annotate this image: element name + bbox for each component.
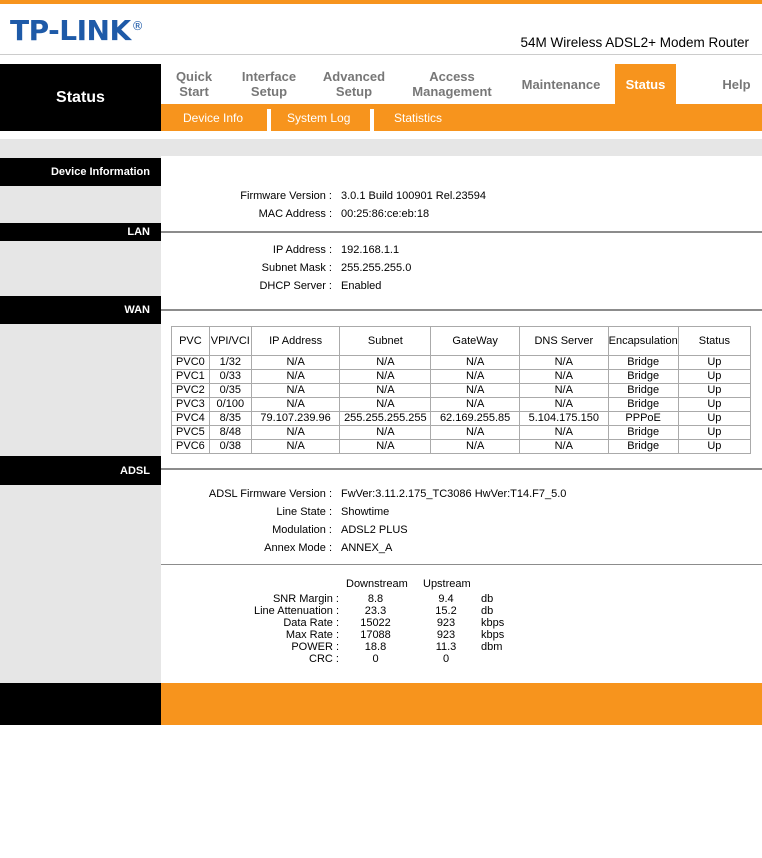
adsl-firmware-label: ADSL Firmware Version : (208, 488, 332, 500)
stat-upstream-value: 11.3 (435, 641, 457, 653)
footer-left (0, 683, 161, 725)
table-cell: PVC5 (172, 426, 210, 440)
wan-table (171, 326, 751, 454)
lan-mask-label: Subnet Mask : (261, 262, 332, 274)
menu-quick-start[interactable]: Quick Start (175, 69, 213, 99)
table-cell: Up (678, 384, 750, 398)
table-row (172, 426, 751, 440)
table-row (172, 384, 751, 398)
table-cell: N/A (519, 370, 608, 384)
stat-downstream-value: 18.8 (364, 641, 387, 653)
menu-interface-setup[interactable]: Interface Setup (241, 69, 297, 99)
table-cell: N/A (519, 356, 608, 370)
submenu-system-log[interactable]: System Log (287, 110, 351, 125)
table-cell: 0/35 (209, 384, 251, 398)
col-status: Status (678, 327, 750, 356)
table-cell: Up (678, 426, 750, 440)
table-cell: N/A (519, 398, 608, 412)
table-cell: Bridge (608, 398, 678, 412)
main-menu (161, 64, 762, 104)
table-cell: Bridge (608, 356, 678, 370)
table-cell: 1/32 (209, 356, 251, 370)
modulation-value: ADSL2 PLUS (341, 524, 408, 536)
table-cell: N/A (431, 426, 520, 440)
stat-label: Max Rate : (285, 629, 339, 641)
lan-dhcp-value: Enabled (341, 280, 382, 292)
section-lan: LAN (0, 223, 161, 241)
annex-mode-value: ANNEX_A (341, 542, 393, 554)
submenu-statistics[interactable]: Statistics (394, 110, 443, 125)
table-cell: N/A (340, 384, 431, 398)
table-cell: N/A (431, 356, 520, 370)
table-cell: Up (678, 370, 750, 384)
table-row (172, 356, 751, 370)
table-cell: PVC3 (172, 398, 210, 412)
col-pvc: PVC (172, 327, 210, 356)
adsl-firmware-value: FwVer:3.11.2.175_TC3086 HwVer:T14.F7_5.0 (341, 488, 567, 500)
stat-downstream-value: 23.3 (364, 605, 387, 617)
table-cell: PVC0 (172, 356, 210, 370)
table-cell: N/A (251, 398, 340, 412)
mac-address-value: 00:25:86:ce:eb:18 (341, 208, 430, 220)
table-row (172, 440, 751, 454)
section-divider (161, 468, 762, 470)
section-wan: WAN (0, 296, 161, 324)
stats-divider (161, 564, 762, 565)
menu-access-management[interactable]: Access Management (412, 69, 492, 99)
table-cell: Up (678, 398, 750, 412)
content-top-bar (0, 139, 762, 156)
wan-table-header (172, 327, 751, 356)
firmware-version-value: 3.0.1 Build 100901 Rel.23594 (341, 190, 486, 202)
table-cell: 8/48 (209, 426, 251, 440)
table-cell: Up (678, 412, 750, 426)
stat-unit: dbm (481, 641, 503, 653)
col-subnet: Subnet (340, 327, 431, 356)
table-cell: N/A (519, 384, 608, 398)
menu-status[interactable]: Status (615, 64, 676, 104)
section-divider (161, 231, 762, 233)
table-cell: N/A (519, 426, 608, 440)
top-accent-bar (0, 0, 762, 4)
lan-ip-value: 192.168.1.1 (341, 244, 400, 256)
table-cell: 255.255.255.255 (340, 412, 431, 426)
stat-upstream-value: 15.2 (435, 605, 457, 617)
stat-unit: kbps (481, 617, 505, 629)
col-vpi-vci: VPI/VCI (209, 327, 251, 356)
col-ip-address: IP Address (251, 327, 340, 356)
annex-mode-label: Annex Mode : (264, 542, 332, 554)
stat-downstream-value: 15022 (360, 617, 391, 629)
table-cell: PVC2 (172, 384, 210, 398)
table-cell: Up (678, 440, 750, 454)
lan-ip-label: IP Address : (272, 244, 332, 256)
table-cell: Bridge (608, 370, 678, 384)
table-cell: N/A (431, 440, 520, 454)
stat-upstream-value: 923 (436, 629, 456, 641)
col-encapsulation: Encapsulation (608, 327, 678, 356)
submenu-separator (267, 109, 271, 131)
section-title: Status (0, 64, 161, 131)
mac-address-label: MAC Address : (258, 208, 332, 220)
stats-header-upstream: Upstream (423, 578, 471, 590)
table-row (172, 412, 751, 426)
submenu-separator (370, 109, 374, 131)
section-adsl: ADSL (0, 456, 161, 485)
sub-menu (161, 104, 762, 131)
col-dns-server: DNS Server (519, 327, 608, 356)
table-cell: PVC4 (172, 412, 210, 426)
section-device-information: Device Information (0, 158, 161, 186)
table-cell: PVC1 (172, 370, 210, 384)
table-cell: 5.104.175.150 (519, 412, 608, 426)
stat-downstream-value: 8.8 (367, 593, 384, 605)
table-cell: N/A (519, 440, 608, 454)
table-cell: Bridge (608, 426, 678, 440)
modulation-label: Modulation : (272, 524, 332, 536)
table-cell: Bridge (608, 384, 678, 398)
table-row (172, 398, 751, 412)
tp-link-logo: TP-LINK® (10, 14, 144, 47)
stat-upstream-value: 9.4 (438, 593, 454, 605)
stat-unit: kbps (481, 629, 505, 641)
table-cell: 0/33 (209, 370, 251, 384)
stat-downstream-value: 0 (372, 653, 379, 665)
table-cell: N/A (340, 426, 431, 440)
submenu-device-info[interactable]: Device Info (183, 110, 244, 125)
table-cell: PPPoE (608, 412, 678, 426)
menu-help[interactable]: Help (722, 76, 751, 92)
table-cell: 0/100 (209, 398, 251, 412)
section-divider (161, 309, 762, 311)
stat-label: SNR Margin : (272, 593, 339, 605)
table-cell: Bridge (608, 440, 678, 454)
table-cell: N/A (431, 370, 520, 384)
table-cell: 8/35 (209, 412, 251, 426)
header-divider (0, 54, 762, 55)
line-state-value: Showtime (341, 506, 390, 518)
table-cell: 0/38 (209, 440, 251, 454)
col-gateway: GateWay (431, 327, 520, 356)
table-cell: N/A (251, 384, 340, 398)
model-name: 54M Wireless ADSL2+ Modem Router (520, 35, 749, 50)
stat-label: CRC : (309, 653, 339, 665)
table-cell: N/A (340, 356, 431, 370)
firmware-version-label: Firmware Version : (240, 190, 332, 202)
menu-maintenance[interactable]: Maintenance (521, 76, 601, 92)
table-cell: N/A (340, 398, 431, 412)
table-cell: N/A (251, 370, 340, 384)
stat-upstream-value: 0 (442, 653, 450, 665)
stats-header-downstream: Downstream (346, 578, 408, 590)
table-cell: 62.169.255.85 (431, 412, 520, 426)
table-cell: N/A (340, 440, 431, 454)
table-cell: N/A (251, 356, 340, 370)
table-cell: N/A (431, 398, 520, 412)
stat-label: Line Attenuation : (253, 605, 339, 617)
stat-upstream-value: 923 (436, 617, 456, 629)
table-row (172, 370, 751, 384)
table-cell: Up (678, 356, 750, 370)
lan-dhcp-label: DHCP Server : (259, 280, 332, 292)
table-cell: N/A (251, 440, 340, 454)
stat-label: Data Rate : (283, 617, 339, 629)
stat-unit: db (481, 605, 494, 617)
table-cell: N/A (431, 384, 520, 398)
table-cell: N/A (251, 426, 340, 440)
stat-unit: db (481, 593, 494, 605)
table-cell: 79.107.239.96 (251, 412, 340, 426)
table-cell: PVC6 (172, 440, 210, 454)
stat-downstream-value: 17088 (360, 629, 391, 641)
lan-mask-value: 255.255.255.0 (341, 262, 412, 274)
line-state-label: Line State : (276, 506, 332, 518)
table-cell: N/A (340, 370, 431, 384)
menu-advanced-setup[interactable]: Advanced Setup (322, 69, 386, 99)
footer-bar (161, 683, 762, 725)
stat-label: POWER : (291, 641, 339, 653)
